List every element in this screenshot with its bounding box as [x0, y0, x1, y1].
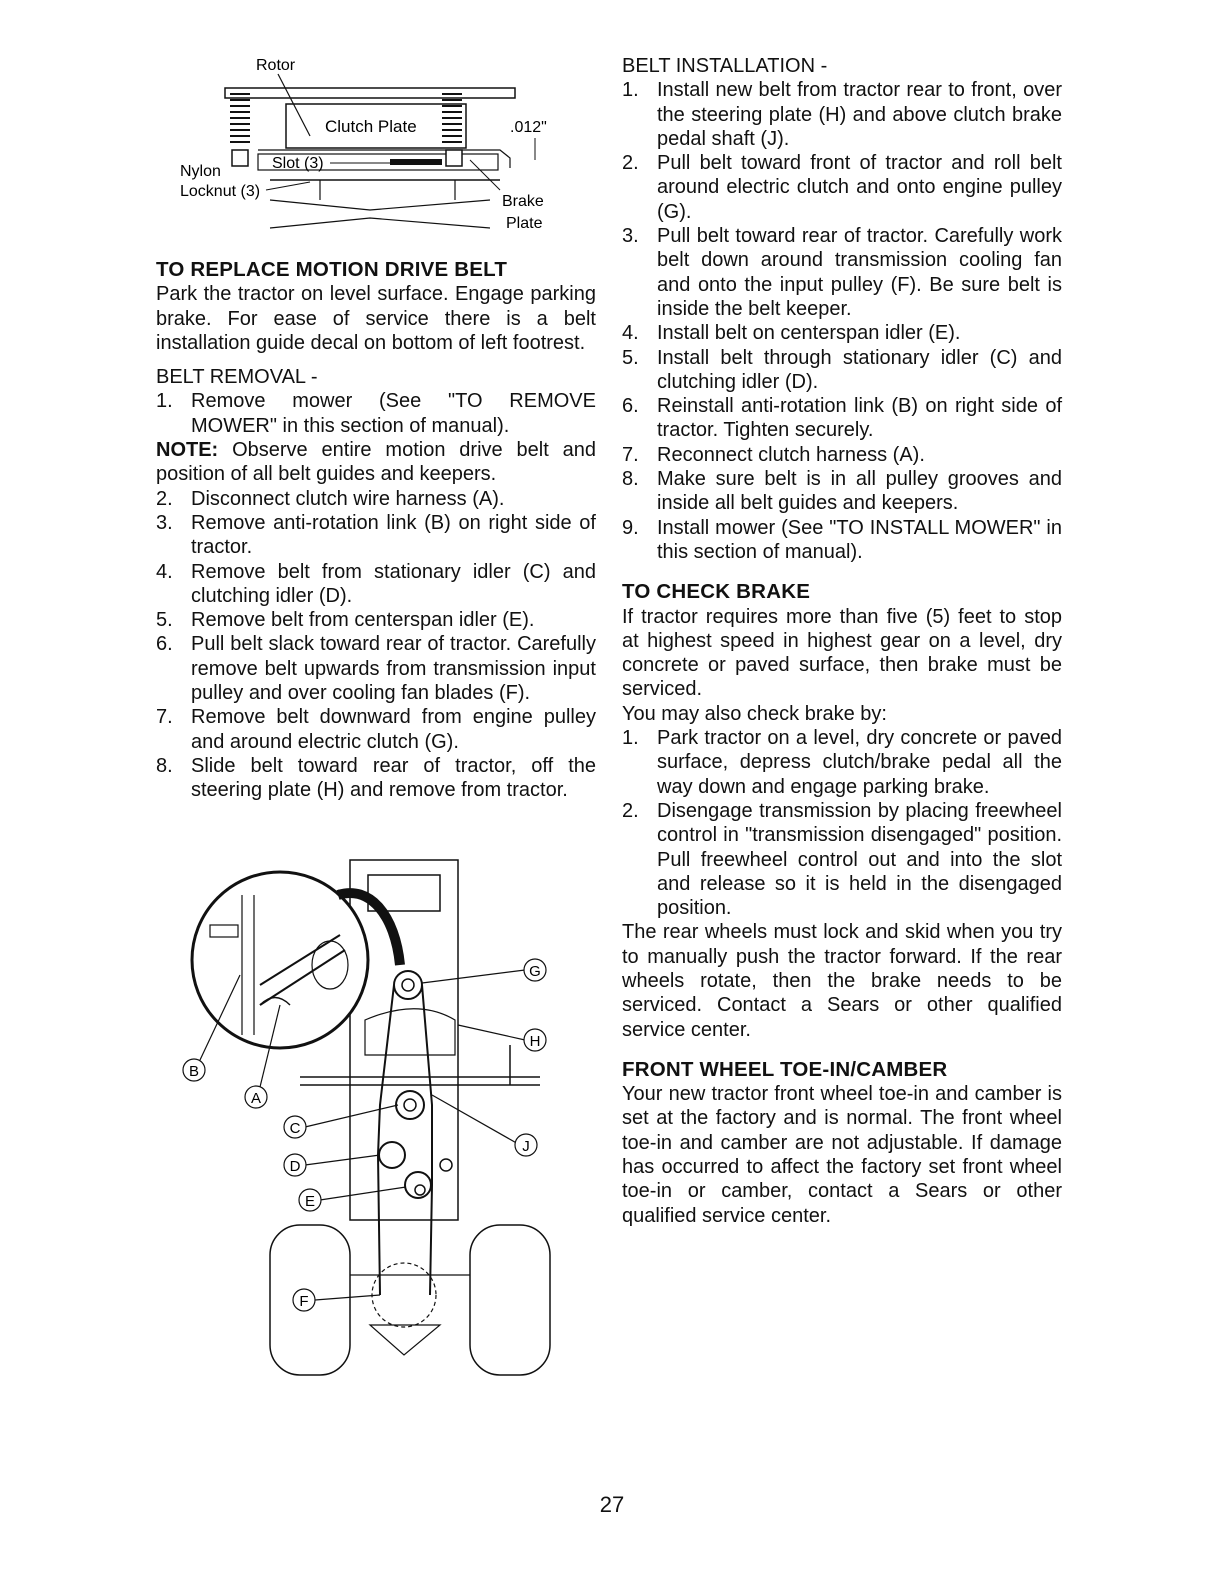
step-text: Disengage transmission by placing freewheel control in "transmission disengaged" position. Pull freewheel control out and into the slot and release so it is held in the disengaged position.	[657, 799, 1062, 920]
step-text: Remove belt downward from engine pulley and around electric clutch (G).	[191, 706, 596, 753]
step-text: Remove belt from centerspan idler (E).	[191, 609, 535, 632]
callout-a	[245, 1086, 267, 1108]
step-text: Pull belt slack toward rear of tractor. Carefully remove belt upwards from transmission input pulley and over cooling fan blades (F).	[191, 633, 596, 705]
toe-in-heading: FRONT WHEEL TOE-IN/CAMBER	[622, 1057, 948, 1081]
step-text: Pull belt toward rear of tractor. Carefully work belt down around transmission cooling fan and onto the input pulley (F). Be sure belt is inside the belt keeper.	[657, 225, 1062, 320]
step-number: 2.	[622, 799, 639, 822]
label-nylon: Nylon	[180, 163, 221, 180]
step-number: 9.	[622, 516, 639, 539]
step-number: 4.	[156, 560, 173, 583]
list-item	[622, 799, 1062, 920]
list-item	[622, 726, 1062, 799]
step-number: 5.	[156, 609, 173, 632]
step-number: 1.	[622, 727, 639, 750]
belt-routing-diagram	[170, 855, 590, 1395]
callout-j	[515, 1134, 537, 1156]
check-brake-steps-list	[622, 726, 1062, 920]
callout-f	[293, 1289, 315, 1311]
spring-right	[442, 94, 462, 142]
step-number: 1.	[156, 390, 173, 413]
callout-d-label: D	[289, 1158, 301, 1175]
list-item	[622, 321, 1062, 345]
step-text: Remove mower (See "TO REMOVE MOWER" in this section of manual).	[191, 390, 596, 437]
step-number: 5.	[622, 346, 639, 369]
note-label: NOTE:	[156, 439, 219, 462]
step-text: Slide belt toward rear of tractor, off the steering plate (H) and remove from tractor.	[191, 754, 596, 802]
step-number: 6.	[156, 633, 173, 656]
note	[156, 438, 596, 487]
step-number: 3.	[622, 225, 639, 248]
list-item	[156, 487, 596, 511]
callout-h-label: H	[529, 1033, 541, 1050]
installation-steps-list	[622, 78, 1062, 564]
step-number: 8.	[156, 754, 173, 777]
step-number: 3.	[156, 511, 173, 534]
callout-g	[524, 959, 546, 981]
callout-g-label: G	[529, 963, 541, 980]
step-text: Install new belt from tractor rear to front, over the steering plate (H) and above clutch brake pedal shaft (J).	[657, 79, 1062, 150]
label-slot: Slot (3)	[272, 155, 324, 172]
callout-f-label: F	[299, 1293, 309, 1310]
callout-e-label: E	[304, 1193, 316, 1210]
spring-left	[230, 94, 250, 142]
callout-j-label: J	[522, 1138, 530, 1155]
list-item	[156, 389, 596, 438]
step-text: Reinstall anti-rotation link (B) on right side of tractor. Tighten securely.	[657, 395, 1062, 442]
callout-c	[284, 1116, 306, 1138]
callout-a-label: A	[250, 1090, 262, 1107]
list-item	[156, 608, 596, 632]
list-item	[622, 224, 1062, 321]
label-rotor: Rotor	[256, 57, 296, 74]
step-number: 6.	[622, 395, 639, 418]
callout-d	[284, 1154, 306, 1176]
check-brake-heading: TO CHECK BRAKE	[622, 580, 811, 604]
motion-belt-heading: TO REPLACE MOTION DRIVE BELT	[156, 258, 508, 281]
callout-h	[524, 1029, 546, 1051]
list-item	[622, 394, 1062, 443]
list-item	[622, 467, 1062, 516]
motion-belt-intro: Park the tractor on level surface. Engage parking brake. For ease of service there is a belt installation guide decal on bottom of left footrest.	[156, 283, 596, 354]
list-item	[622, 346, 1062, 395]
step-text: Install belt on centerspan idler (E).	[657, 322, 961, 345]
callout-c-label: C	[289, 1120, 301, 1137]
list-item	[622, 78, 1062, 151]
check-brake-also: You may also check brake by:	[622, 702, 887, 725]
callout-b	[183, 1059, 205, 1081]
label-clutch-plate: Clutch Plate	[325, 117, 417, 136]
label-locknut: Locknut (3)	[180, 183, 261, 200]
callout-e	[299, 1189, 321, 1211]
toe-in-text: Your new tractor front wheel toe-in and camber is set at the factory and is normal. The front wheel toe-in and camber are not adjustable. If damage has occurred to affect the factory set front wheel toe-in or camber, contact a Sears or other qualified service center.	[622, 1083, 1062, 1227]
clutch-diagram	[170, 50, 590, 250]
callout-b-label: B	[188, 1063, 200, 1080]
step-number: 8.	[622, 468, 639, 491]
list-item	[156, 560, 596, 609]
step-text: Make sure belt is in all pulley grooves and inside all belt guides and keepers.	[657, 468, 1062, 515]
belt-removal-title: BELT REMOVAL -	[156, 366, 318, 389]
step-number: 1.	[622, 79, 639, 102]
step-text: Remove belt from stationary idler (C) and clutching idler (D).	[191, 560, 596, 607]
list-item	[622, 151, 1062, 224]
list-item	[156, 705, 596, 754]
belt-installation-title: BELT INSTALLATION -	[622, 55, 828, 77]
label-brake: Brake	[502, 193, 544, 210]
step-number: 4.	[622, 322, 639, 345]
removal-step-1-list	[156, 389, 596, 438]
step-text: Install belt through stationary idler (C) and clutching idler (D).	[657, 346, 1062, 393]
page-number: 27	[599, 1492, 625, 1517]
step-number: 2.	[156, 487, 173, 510]
step-text: Park tractor on a level, dry concrete or paved surface, depress clutch/brake pedal all the way down and engage parking brake.	[657, 727, 1062, 798]
check-brake-outro: The rear wheels must lock and skid when you try to manually push the tractor forward. If the rear wheels rotate, then the brake needs to be serviced. Contact a Sears or other qualified service center.	[622, 921, 1062, 1041]
note-text: Observe entire motion drive belt and position of all belt guides and keepers.	[156, 439, 596, 486]
step-text: Disconnect clutch wire harness (A).	[191, 487, 505, 510]
step-number: 7.	[622, 443, 639, 466]
left-column	[156, 258, 596, 803]
step-number: 7.	[156, 706, 173, 729]
label-plate: Plate	[506, 215, 543, 232]
label-gap: .012"	[510, 119, 547, 136]
list-item	[156, 754, 596, 803]
list-item	[622, 516, 1062, 565]
step-text: Pull belt toward front of tractor and roll belt around electric clutch and onto engine pulley (G).	[657, 152, 1062, 223]
list-item	[156, 511, 596, 560]
step-text: Reconnect clutch harness (A).	[657, 443, 925, 466]
list-item	[622, 443, 1062, 467]
step-text: Remove anti-rotation link (B) on right side of tractor.	[191, 511, 596, 559]
list-item	[156, 632, 596, 705]
step-text: Install mower (See "TO INSTALL MOWER" in this section of manual).	[657, 516, 1062, 563]
step-number: 2.	[622, 152, 639, 175]
right-column	[622, 54, 1062, 1228]
removal-steps-list	[156, 487, 596, 803]
check-brake-intro: If tractor requires more than five (5) feet to stop at highest speed in highest gear on a level, dry concrete or paved surface, then brake must be serviced.	[622, 605, 1062, 701]
